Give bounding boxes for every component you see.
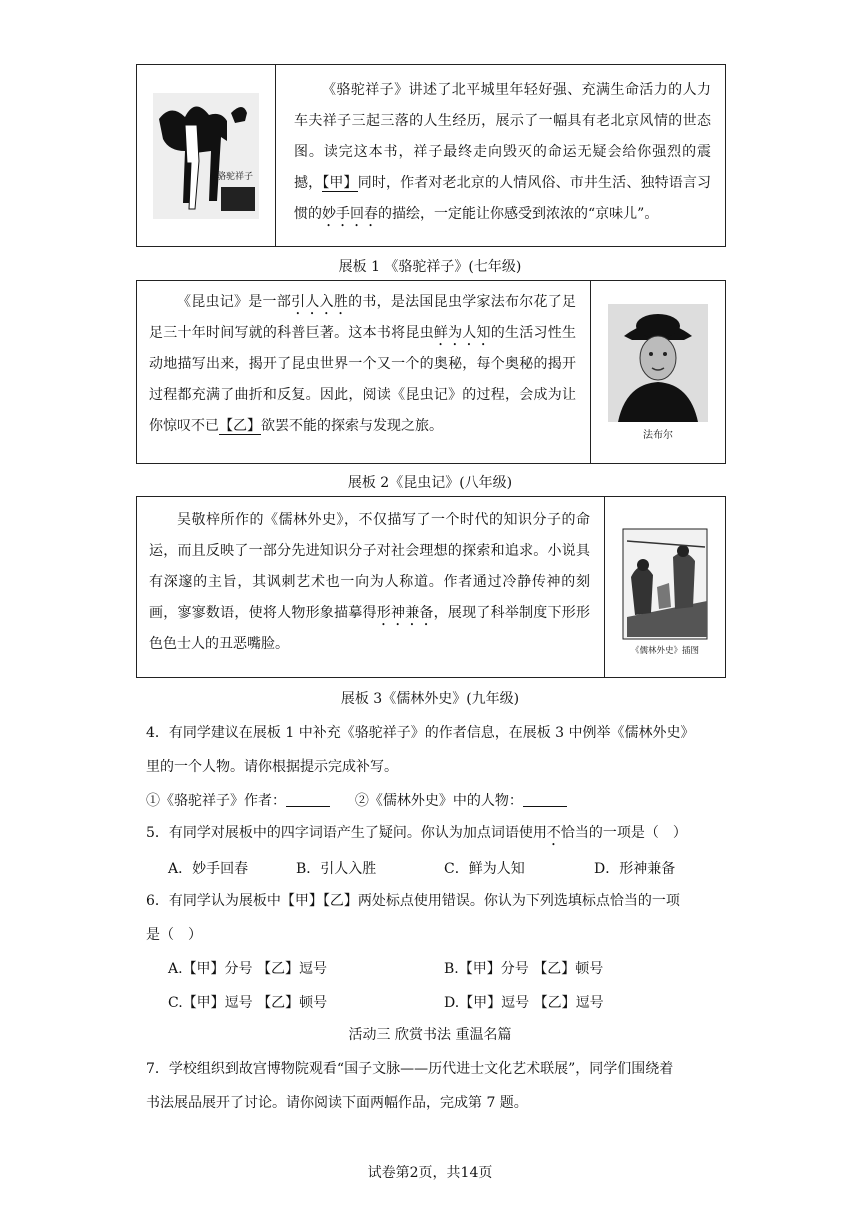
option-5-b[interactable]: B．引人入胜 bbox=[296, 861, 377, 877]
woodcut-illustration-icon bbox=[617, 517, 713, 657]
question-5-stem: 5．有同学对展板中的四字词语产生了疑问。你认为加点词语使用不恰当的一项是（ ） bbox=[146, 825, 687, 841]
option-6-b[interactable]: B.【甲】分号 【乙】顿号 bbox=[444, 961, 604, 977]
option-5-a[interactable]: A．妙手回春 bbox=[168, 861, 249, 877]
dotted-phrase: 引人入胜 bbox=[291, 294, 349, 310]
fabre-portrait bbox=[590, 281, 725, 463]
camel-xiangzi-illustration bbox=[137, 65, 276, 246]
image-label: 法布尔 bbox=[643, 430, 673, 441]
question-4-line-1: 4．有同学建议在展板 1 中补充《骆驼祥子》的作者信息，在展板 3 中例举《儒林外史》 bbox=[146, 725, 695, 741]
question-4-fill: ①《骆驼祥子》作者： ②《儒林外史》中的人物： bbox=[146, 790, 567, 810]
question-6-line-2: 是（ ） bbox=[146, 927, 202, 943]
exhibit-panel-3 bbox=[136, 496, 726, 678]
answer-blank-author[interactable] bbox=[286, 792, 330, 807]
option-6-a[interactable]: A.【甲】分号 【乙】逗号 bbox=[168, 961, 328, 977]
option-5-d[interactable]: D．形神兼备 bbox=[594, 861, 676, 877]
exhibit-panel-2 bbox=[136, 280, 726, 464]
fabre-portrait-icon bbox=[606, 302, 710, 442]
question-7-line-2: 书法展品展开了讨论。请你阅读下面两幅作品，完成第 7 题。 bbox=[146, 1095, 528, 1111]
page-footer: 试卷第2页，共14页 bbox=[367, 1165, 493, 1181]
panel-2-text: 《昆虫记》是一部引人入胜的书，是法国昆虫学家法布尔花了足足三十年时间写就的科普巨著。这本书将昆虫鲜为人知的生活习性生动地描写出来，揭开了昆虫世界一个又一个的奥秘，每个奥秘的揭开过程都充满了曲折和反复。因此，阅读《昆虫记》的过程，会成为让你惊叹不已【乙】欲罢不能的探索与发现之旅。 bbox=[149, 294, 577, 434]
punctuation-mark-jia: 【甲】 bbox=[322, 175, 358, 191]
option-6-c[interactable]: C.【甲】逗号 【乙】顿号 bbox=[168, 995, 328, 1011]
dotted-phrase: 妙手回春 bbox=[322, 206, 378, 222]
activity-3-heading: 活动三 欣赏书法 重温名篇 bbox=[348, 1027, 512, 1043]
option-6-d[interactable]: D.【甲】逗号 【乙】逗号 bbox=[444, 995, 604, 1011]
answer-blank-character[interactable] bbox=[523, 792, 567, 807]
punctuation-mark-yi: 【乙】 bbox=[219, 418, 261, 434]
image-label: 《儒林外史》插图 bbox=[630, 646, 700, 656]
question-4-line-2: 里的一个人物。请你根据提示完成补写。 bbox=[146, 759, 398, 775]
rulin-waishi-illustration bbox=[604, 497, 725, 677]
dotted-phrase: 形神兼备 bbox=[376, 605, 434, 621]
option-5-c[interactable]: C．鲜为人知 bbox=[444, 861, 525, 877]
question-7-line-1: 7．学校组织到故宫博物院观看“国子文脉——历代进士文化艺术联展”，同学们围绕着 bbox=[146, 1061, 674, 1077]
image-label: 骆驼祥子 bbox=[217, 171, 254, 182]
exhibit-panel-1 bbox=[136, 64, 726, 247]
question-6-line-1: 6．有同学认为展板中【甲】【乙】两处标点使用错误。你认为下列选填标点恰当的一项 bbox=[146, 893, 680, 909]
camel-silhouette-icon bbox=[151, 91, 261, 221]
caption-panel-2: 展板 2《昆虫记》(八年级) bbox=[347, 475, 513, 491]
panel-1-text: 《骆驼祥子》讲述了北平城里年轻好强、充满生命活力的人力车夫祥子三起三落的人生经历，展示了一幅具有老北京风情的世态图。读完这本书，祥子最终走向毁灭的命运无疑会给你强烈的震撼，【甲】同时，作者对老北京的人情风俗、市井生活、独特语言习惯的妙手回春的描绘，一定能让你感受到浓浓的“京味儿”。 bbox=[294, 82, 712, 222]
caption-panel-1: 展板 1 《骆驼祥子》(七年级) bbox=[338, 259, 522, 275]
caption-panel-3: 展板 3《儒林外史》(九年级) bbox=[340, 691, 520, 707]
panel-3-text: 吴敬梓所作的《儒林外史》，不仅描写了一个时代的知识分子的命运，而且反映了一部分先进知识分子对社会理想的探索和追求。小说具有深邃的主旨，其讽刺艺术也一向为人称道。作者通过冷静传神的刻画，寥寥数语，使将人物形象描摹得形神兼备，展现了科举制度下形形色色士人的丑恶嘴脸。 bbox=[149, 512, 591, 652]
dotted-phrase: 鲜为人知 bbox=[433, 325, 491, 341]
